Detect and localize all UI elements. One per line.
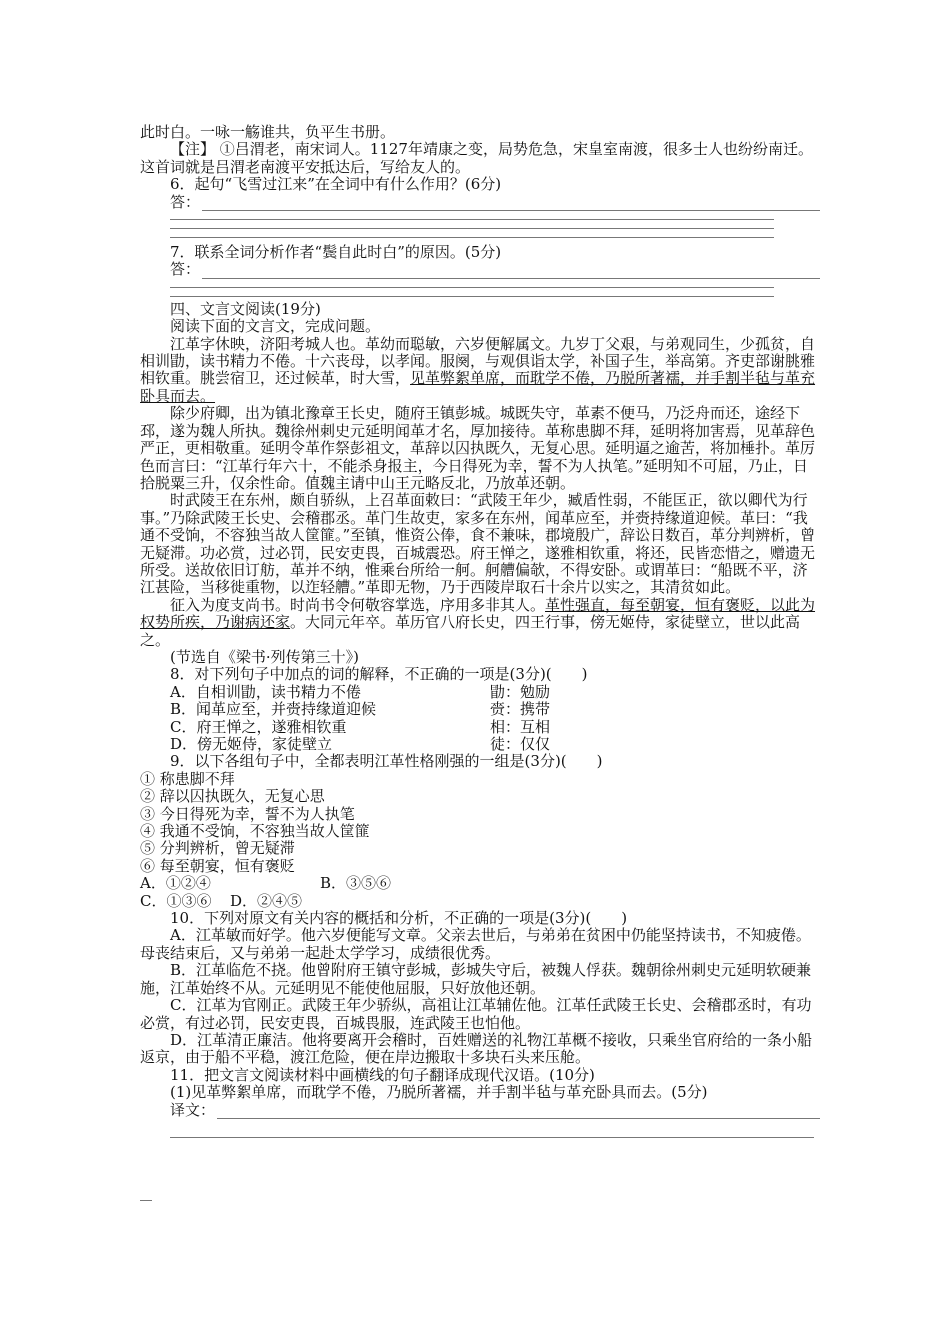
passage-paragraph-4 <box>140 597 820 649</box>
question-6: 6．起句“飞雪过江来”在全词中有什么作用？(6分) <box>170 175 502 194</box>
option-sentence: B．闻革应至，并赍持缘道迎候 <box>170 700 377 719</box>
poem-note: 【注】 ①吕渭老，南宋词人。1127年靖康之变，局势危急，宋皇室南渡，很多士人也纷纷南迁。这首词就是吕渭老南渡平安抵达后，写给友人的。 <box>140 140 813 176</box>
q9-options-ab <box>140 875 820 892</box>
answer-blank[interactable] <box>217 1104 820 1119</box>
answer-line-q6[interactable] <box>140 194 820 211</box>
passage-paragraph-2: 除少府卿，出为镇北豫章王长史，随府王镇彭城。城既失守，革素不便马，乃泛舟而还，途经下邳，遂为魏人所执。魏徐州刺史元延明闻革才名，厚加接待。革称患脚不拜，延明将加害焉，见革辞色严正，更相敬重。延明令革作祭彭祖文，革辞以囚执既久，无复心思。延明逼之逾苦，将加棰扑。革厉色而言曰：“江革行年六十，不能杀身报主，今日得死为幸，誓不为人执笔。”延明知不可屈，乃止，日拾脱粟三升，仅余性命。值魏主请中山王元略反北，乃放革还朝。 <box>140 404 816 492</box>
q9-item: ⑤ 分判辨析，曾无疑滞 <box>140 839 295 858</box>
q8-option-a[interactable] <box>140 684 820 701</box>
option-sentence: A．自相训勖，读书精力不倦 <box>170 682 361 701</box>
question-11: 11．把文言文阅读材料中画横线的句子翻译成现代汉语。(10分) <box>170 1065 595 1084</box>
section-intro: 阅读下面的文言文，完成问题。 <box>170 317 381 336</box>
answer-blank[interactable] <box>170 219 774 220</box>
line-mark <box>140 1200 152 1201</box>
answer-blank[interactable] <box>170 1137 814 1138</box>
underlined-sentence-2: 革性强直，每至朝宴，恒有褒贬，以此为权势所疾，乃谢病还家 <box>140 595 816 632</box>
answer-blank[interactable] <box>170 237 774 238</box>
q9-item: ⑥ 每至朝宴，恒有褒贬 <box>140 856 295 875</box>
answer-label: 译文： <box>170 1100 216 1119</box>
passage-source: (节选自《梁书·列传第三十》) <box>170 647 359 666</box>
q10-option-d[interactable]: D．江革清正廉洁。他将要离开会稽时，百姓赠送的礼物江革概不接收，只乘坐官府给的一条小船返京，由于船不平稳，渡江危险，便在岸边搬取十多块石头来压舱。 <box>140 1030 813 1067</box>
option-sentence: C．府王惮之，遂雅相钦重 <box>170 717 347 736</box>
question-11-part-1: (1)见革弊絮单席，而耽学不倦，乃脱所著襦，并手割半毡与革充卧具而去。(5分) <box>170 1083 708 1102</box>
section-heading: 四、文言文阅读(19分) <box>170 299 321 318</box>
q10-option-c[interactable]: C．江革为官刚正。武陵王年少骄纵，高祖让江革辅佐他。江革任武陵王长史、会稽郡丞时，有功必赏，有过必罚，民安吏畏，百城畏服，连武陵王也怕他。 <box>140 996 812 1032</box>
answer-label: 答： <box>170 192 201 211</box>
option-gloss: 勖：勉励 <box>490 682 551 701</box>
q8-option-b[interactable] <box>140 701 820 718</box>
question-7: 7．联系全词分析作者“鬓自此时白”的原因。(5分) <box>170 243 502 262</box>
q9-item: ① 称患脚不拜 <box>140 769 235 788</box>
answer-blank[interactable] <box>170 296 774 297</box>
q9-option-a[interactable]: A．①②④ <box>140 874 211 893</box>
q8-option-c[interactable] <box>140 719 820 736</box>
q9-item: ③ 今日得死为幸，誓不为人执笔 <box>140 804 355 823</box>
answer-blank[interactable] <box>202 264 820 279</box>
passage-text: 。大同元年卒。革历官八府长史，四王行事，傍无姬侍，家徒壁立，世以此高之。 <box>140 613 801 649</box>
passage-text: 征入为度支尚书。时尚书令何敬容掌选，序用多非其人。 <box>170 595 546 614</box>
answer-blank[interactable] <box>170 287 774 288</box>
option-sentence: D．傍无姬侍，家徒壁立 <box>170 735 333 753</box>
poem-tail: 此时白。一咏一觞谁共，负平生书册。 <box>140 123 396 141</box>
q9-option-b[interactable]: B．③⑤⑥ <box>320 874 392 893</box>
underlined-sentence-1: 见革弊絮单席，而耽学不倦，乃脱所著襦，并手割半毡与革充卧具而去。 <box>140 369 816 405</box>
q10-option-a[interactable]: A．江革敏而好学。他六岁便能写文章。父亲去世后，与弟弟在贫困中仍能坚持读书，不知疲倦。母丧结束后，又与弟弟一起赴太学学习，成绩很优秀。 <box>140 926 811 962</box>
passage-paragraph-1 <box>140 336 820 406</box>
q8-option-d[interactable] <box>140 736 820 753</box>
q9-option-c[interactable]: C．①③⑥ <box>140 891 212 910</box>
q9-option-d[interactable]: D．②④⑤ <box>230 891 303 910</box>
question-8: 8．对下列句子中加点的词的解释，不正确的一项是(3分)( ) <box>170 665 588 684</box>
q10-option-b[interactable]: B．江革临危不挠。他曾附府王镇守彭城，彭城失守后，被魏人俘获。魏朝徐州刺史元延明软硬兼施，江革始终不从。元延明见不能使他屈服，只好放他还朝。 <box>140 961 812 997</box>
q9-item: ④ 我通不受饷，不容独当故人筐篚 <box>140 822 370 841</box>
answer-line-q7[interactable] <box>140 261 820 278</box>
option-gloss: 徒：仅仅 <box>490 735 551 753</box>
answer-blank[interactable] <box>202 196 820 211</box>
option-gloss: 相：互相 <box>490 717 551 736</box>
question-10: 10．下列对原文有关内容的概括和分析，不正确的一项是(3分)( ) <box>170 909 628 928</box>
question-9: 9．以下各组句子中，全都表明江革性格刚强的一组是(3分)( ) <box>170 752 603 771</box>
q9-item: ② 辞以囚执既久，无复心思 <box>140 787 325 806</box>
answer-label: 答： <box>170 260 201 279</box>
passage-paragraph-3: 时武陵王在东州，颇自骄纵，上召革面敕曰：“武陵王年少，臧盾性弱，不能匡正，欲以卿代为行事。”乃除武陵王长史、会稽郡丞。革门生故吏，家多在东州，闻革应至，并赍持缘道迎候。革曰：“我通不受饷，不容独当故人筐篚。”至镇，惟资公俸，食不兼味，郡境殷广，辞讼日数百，革分判辨析，曾无疑滞。功必赏，过必罚，民安吏畏，百城震恐。府王惮之，遂雅相钦重，将还，民皆恋惜之，赠遗无所受。送故依旧订舫，革并不纳，惟乘台所给一舸。舸艚偏欹，不得安卧。或谓革曰：“船既不平，济江甚险，当移徙重物，以迮轻艚。”革即无物，乃于西陵岸取石十余片以实之，其清贫如此。 <box>140 491 816 597</box>
page-content <box>140 124 820 1138</box>
answer-line-q11[interactable] <box>140 1102 820 1119</box>
option-gloss: 赍：携带 <box>490 700 551 719</box>
q9-options-cd <box>140 893 820 910</box>
passage-text: 江革字休映，济阳考城人也。革幼而聪敏，六岁便解属文。九岁丁父艰，与弟观同生，少孤贫，自相训勖，读书精力不倦。十六丧母，以孝闻。服阕，与观俱诣太学，补国子生，举高第。齐吏部谢朓雅相钦重。朓尝宿卫，还过候革，时大雪， <box>140 334 816 388</box>
answer-blank[interactable] <box>170 228 774 229</box>
